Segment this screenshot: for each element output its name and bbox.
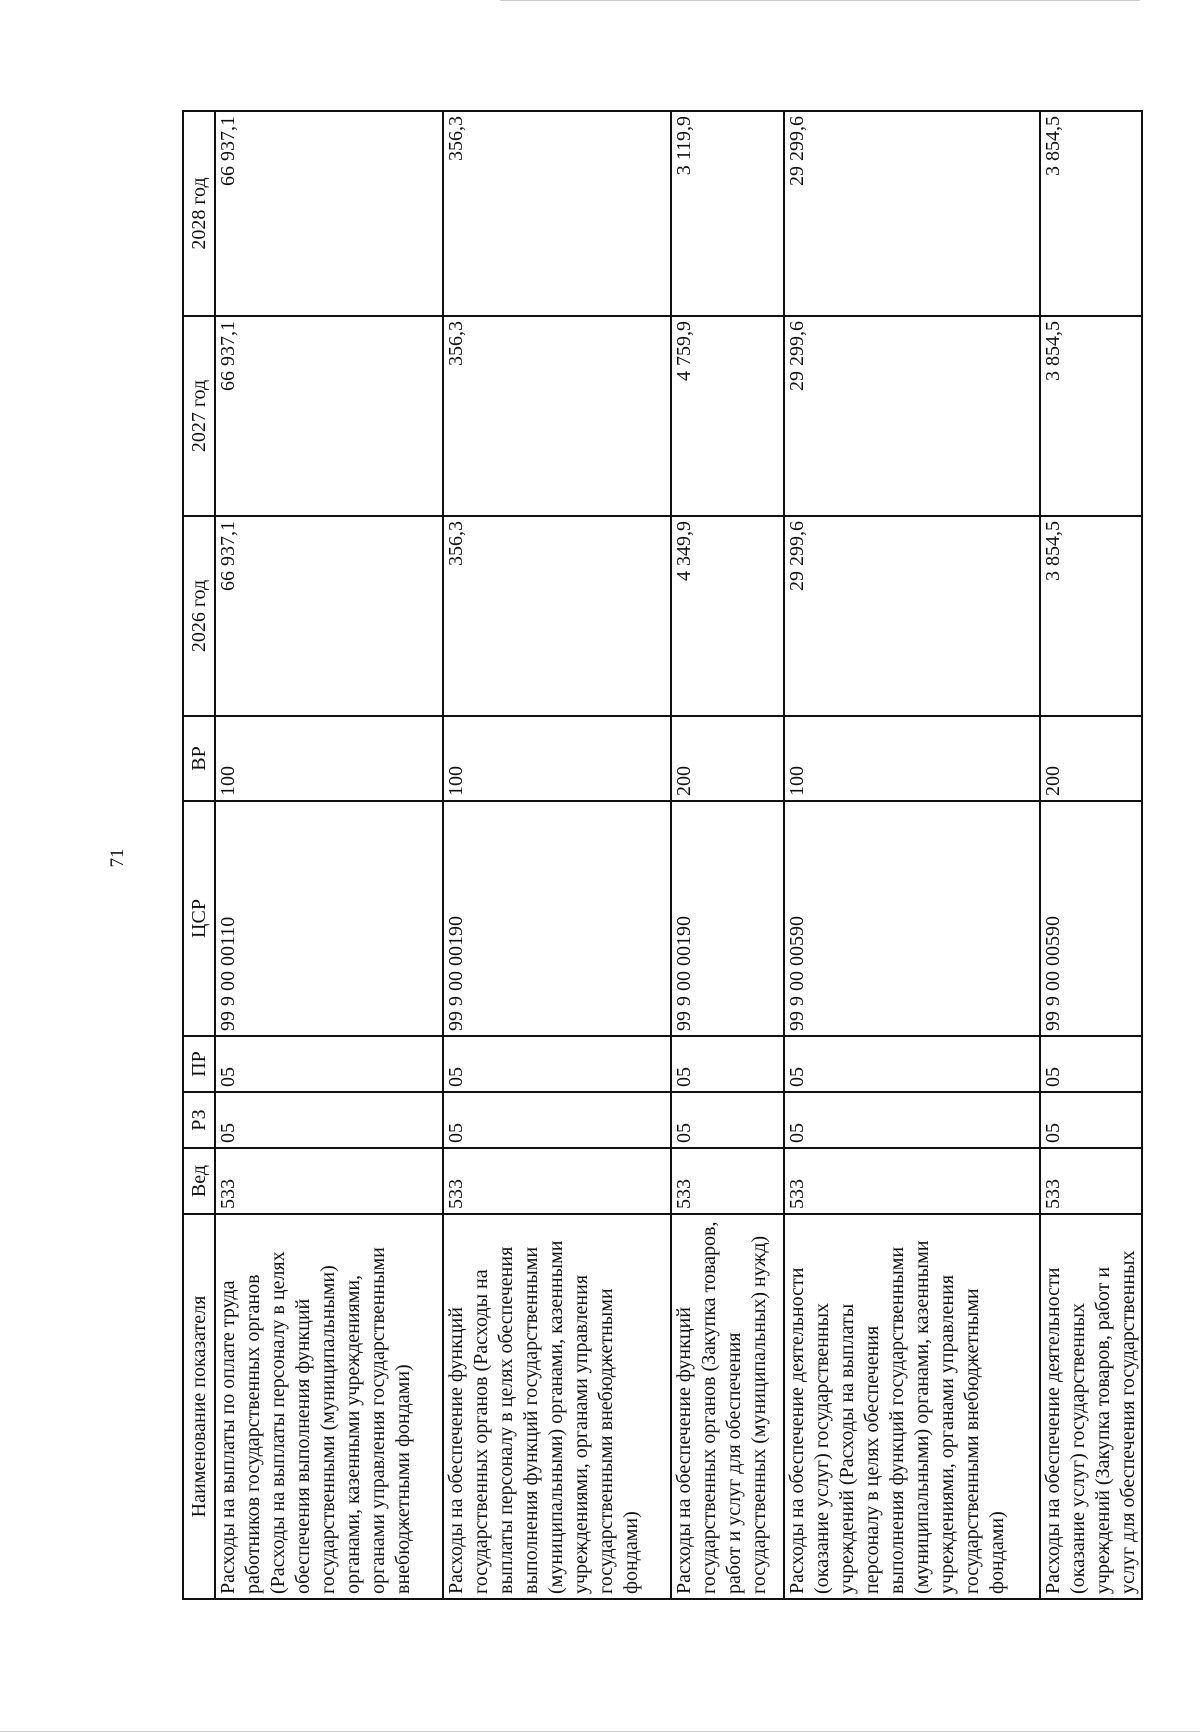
row-name: Расходы на выплаты по оплате труда работников государственных органов (Расходы на выплаты персоналу в целях обеспечения выполнения функций государственными (муниципальными) органами, казенными учреждениями, органами управления государственными внебюджетными фондами): [215, 1214, 443, 1599]
table-row: [671, 111, 784, 1599]
header-2028: 2028 год: [183, 111, 215, 316]
header-pr: ПР: [183, 1036, 215, 1092]
row-2027: 356,3: [443, 316, 671, 516]
budget-table: [182, 110, 1143, 1600]
row-2026: 356,3: [443, 516, 671, 716]
header-rz: РЗ: [183, 1092, 215, 1148]
row-rz: 05: [671, 1092, 784, 1148]
row-csr: 99 9 00 00590: [1040, 801, 1142, 1036]
row-ved: 533: [215, 1148, 443, 1214]
row-rz: 05: [443, 1092, 671, 1148]
row-vr: 100: [443, 716, 671, 801]
row-2028: 3 119,9: [671, 111, 784, 316]
row-2028: 29 299,6: [784, 111, 1040, 316]
row-rz: 05: [1040, 1092, 1142, 1148]
row-csr: 99 9 00 00190: [671, 801, 784, 1036]
row-2026: 66 937,1: [215, 516, 443, 716]
row-2028: 3 854,5: [1040, 111, 1142, 316]
row-2027: 66 937,1: [215, 316, 443, 516]
row-pr: 05: [215, 1036, 443, 1092]
row-name: Расходы на обеспечение функций государственных органов (Расходы на выплаты персоналу в целях обеспечения выполнения функций государственными (муниципальными) органами, казенными учреждениями, органами управления государственными внебюджетными фондами): [443, 1214, 671, 1599]
row-vr: 200: [671, 716, 784, 801]
row-2027: 3 854,5: [1040, 316, 1142, 516]
row-ved: 533: [784, 1148, 1040, 1214]
row-pr: 05: [443, 1036, 671, 1092]
page-number: 71: [107, 848, 128, 868]
table-row: [784, 111, 1040, 1599]
row-name: Расходы на обеспечение деятельности (оказание услуг) государственных учреждений (Закупка товаров, работ и услуг для обеспечения государственных: [1040, 1214, 1142, 1599]
row-pr: 05: [784, 1036, 1040, 1092]
row-pr: 05: [1040, 1036, 1142, 1092]
row-vr: 100: [215, 716, 443, 801]
row-2027: 29 299,6: [784, 316, 1040, 516]
row-2028: 66 937,1: [215, 111, 443, 316]
row-2026: 29 299,6: [784, 516, 1040, 716]
table-row: [215, 111, 443, 1599]
table-row: [1040, 111, 1142, 1599]
row-name: Расходы на обеспечение функций государственных органов (Закупка товаров, работ и услуг для обеспечения государственных (муниципальных) нужд): [671, 1214, 784, 1599]
row-2027: 4 759,9: [671, 316, 784, 516]
row-ved: 533: [443, 1148, 671, 1214]
row-ved: 533: [671, 1148, 784, 1214]
row-ved: 533: [1040, 1148, 1142, 1214]
row-vr: 100: [784, 716, 1040, 801]
header-2027: 2027 год: [183, 316, 215, 516]
header-ved: Вед: [183, 1148, 215, 1214]
row-rz: 05: [215, 1092, 443, 1148]
row-vr: 200: [1040, 716, 1142, 801]
header-name: Наименование показателя: [183, 1214, 215, 1599]
row-2026: 3 854,5: [1040, 516, 1142, 716]
table-header-row: [183, 111, 215, 1599]
scan-edge-top: [500, 0, 1140, 1]
table-row: [443, 111, 671, 1599]
row-2028: 356,3: [443, 111, 671, 316]
row-csr: 99 9 00 00110: [215, 801, 443, 1036]
row-pr: 05: [671, 1036, 784, 1092]
row-rz: 05: [784, 1092, 1040, 1148]
row-csr: 99 9 00 00190: [443, 801, 671, 1036]
header-csr: ЦСР: [183, 801, 215, 1036]
budget-table-container: [182, 112, 1138, 1600]
header-vr: ВР: [183, 716, 215, 801]
row-name: Расходы на обеспечение деятельности (оказание услуг) государственных учреждений (Расходы на выплаты персоналу в целях обеспечения выполнения функций государственными (муниципальными) органами, казенными учреждениями, органами управления государственными внебюджетными фондами): [784, 1214, 1040, 1599]
row-csr: 99 9 00 00590: [784, 801, 1040, 1036]
row-2026: 4 349,9: [671, 516, 784, 716]
header-2026: 2026 год: [183, 516, 215, 716]
